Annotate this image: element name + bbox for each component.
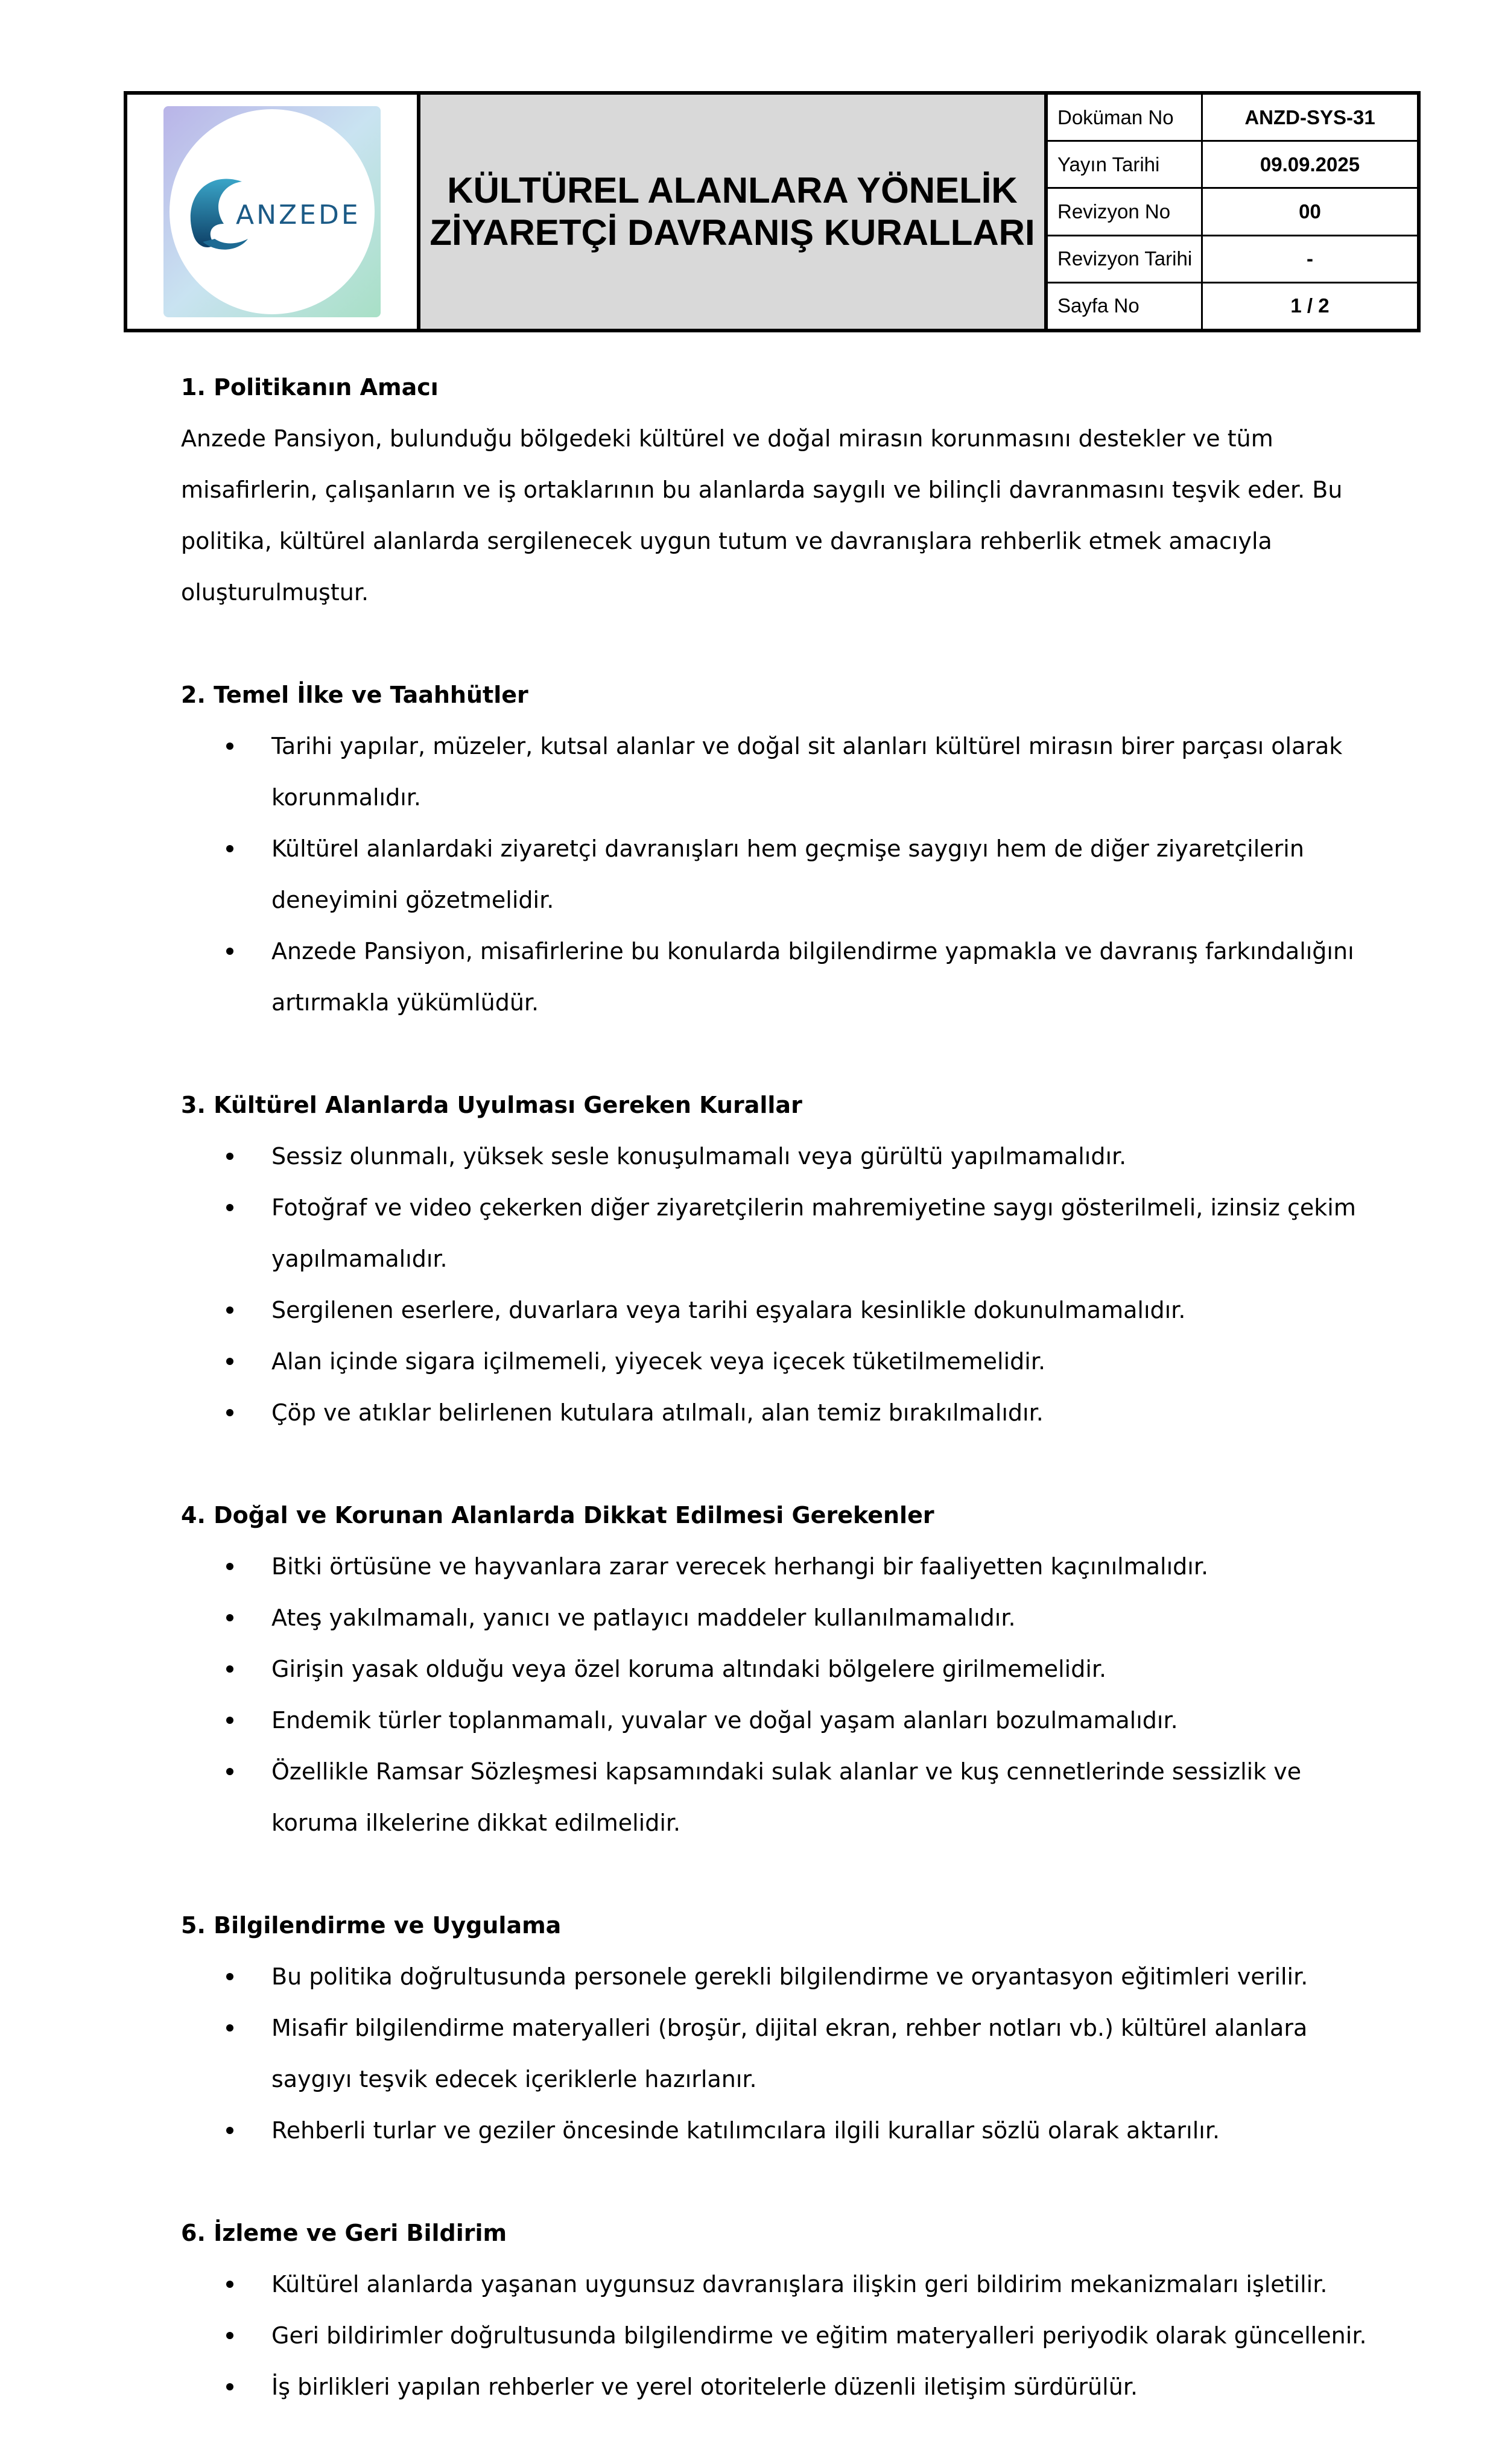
- bullet-icon: [226, 948, 233, 955]
- bullet-list: [181, 2259, 1375, 2413]
- list-item-text: Endemik türler toplanmamalı, yuvalar ve doğal yaşam alanları bozulmamalıdır.: [271, 1707, 1178, 1734]
- list-item-text: Özellikle Ramsar Sözleşmesi kapsamındaki sulak alanlar ve kuş cennetlerinde sessizlik ve koruma ilkelerine dikkat edilmelidir.: [271, 1758, 1302, 1836]
- list-item: [181, 926, 1375, 1028]
- meta-table: [1048, 95, 1417, 329]
- bullet-icon: [226, 1563, 233, 1570]
- meta-value: -: [1307, 247, 1313, 270]
- list-item: [181, 1131, 1375, 1182]
- list-item-text: Tarihi yapılar, müzeler, kutsal alanlar ve doğal sit alanları kültürel mirasın birer parçası olarak korunmalıdır.: [271, 733, 1343, 811]
- list-item: [181, 1746, 1375, 1849]
- document-body: [181, 362, 1375, 2464]
- bullet-icon: [226, 1665, 233, 1673]
- list-item: [181, 2105, 1375, 2156]
- list-item-text: Kültürel alanlardaki ziyaretçi davranışları hem geçmişe saygıyı hem de diğer ziyaretçilerin deneyimini gözetmelidir.: [271, 835, 1304, 913]
- list-item-text: Bitki örtüsüne ve hayvanlara zarar verecek herhangi bir faaliyetten kaçınılmalıdır.: [271, 1553, 1209, 1580]
- meta-row-revision-date: [1048, 236, 1417, 283]
- bullet-icon: [226, 2127, 233, 2134]
- meta-value: 1 / 2: [1290, 294, 1330, 317]
- meta-value: ANZD-SYS-31: [1244, 106, 1375, 128]
- list-item: [181, 1541, 1375, 1592]
- meta-label: Revizyon Tarihi: [1048, 236, 1203, 282]
- section-title: 5. Bilgilendirme ve Uygulama: [181, 1912, 562, 1939]
- list-item: [181, 1592, 1375, 1644]
- meta-label: Revizyon No: [1048, 189, 1203, 234]
- meta-row-document-no: [1048, 95, 1417, 142]
- section-title: 3. Kültürel Alanlarda Uyulması Gereken Kurallar: [181, 1092, 802, 1118]
- section-principles: [181, 670, 1375, 1028]
- list-item: [181, 2259, 1375, 2310]
- list-item: [181, 2361, 1375, 2413]
- list-item: [181, 2003, 1375, 2105]
- list-item: [181, 1336, 1375, 1387]
- list-item-text: Sergilenen eserlere, duvarlara veya tarihi eşyalara kesinlikle dokunulmamalıdır.: [271, 1297, 1186, 1323]
- list-item-text: Çöp ve atıklar belirlenen kutulara atılmalı, alan temiz bırakılmalıdır.: [271, 1399, 1044, 1426]
- bullet-icon: [226, 845, 233, 852]
- bullet-icon: [226, 1204, 233, 1211]
- section-paragraph: Anzede Pansiyon, bulunduğu bölgedeki kültürel ve doğal mirasın korunmasını destekler ve tüm misafirlerin, çalışanların ve iş ortaklarının bu alanlarda saygılı ve bilinçli davranmasını teşvik eder. Bu politika, kültürel alanlarda sergilenecek uygun tutum ve davranışlara rehberlik etmek amacıyla oluşturulmuştur.: [181, 425, 1343, 606]
- list-item: [181, 721, 1375, 823]
- list-item-text: Misafir bilgilendirme materyalleri (broşür, dijital ekran, rehber notları vb.) kültürel alanlara saygıyı teşvik edecek içeriklerle hazırlanır.: [271, 2015, 1308, 2092]
- bullet-icon: [226, 2024, 233, 2032]
- meta-label: Doküman No: [1048, 95, 1203, 140]
- list-item-text: İş birlikleri yapılan rehberler ve yerel otoritelerle düzenli iletişim sürdürülür.: [271, 2374, 1138, 2400]
- list-item-text: Kültürel alanlarda yaşanan uygunsuz davranışlara ilişkin geri bildirim mekanizmaları işletilir.: [271, 2271, 1328, 2298]
- bullet-list: [181, 1951, 1375, 2156]
- section-title: 4. Doğal ve Korunan Alanlarda Dikkat Edilmesi Gerekenler: [181, 1502, 934, 1528]
- list-item-text: Ateş yakılmamalı, yanıcı ve patlayıcı maddeler kullanılmamalıdır.: [271, 1604, 1016, 1631]
- list-item: [181, 1644, 1375, 1695]
- bullet-icon: [226, 2281, 233, 2288]
- bullet-icon: [226, 2332, 233, 2339]
- list-item: [181, 1182, 1375, 1285]
- section-information: [181, 1900, 1375, 2156]
- section-monitoring: [181, 2208, 1375, 2413]
- logo-text: ANZEDE: [236, 200, 361, 230]
- bullet-icon: [226, 1153, 233, 1160]
- section-natural-areas: [181, 1490, 1375, 1849]
- list-item-text: Sessiz olunmalı, yüksek sesle konuşulmamalı veya gürültü yapılmamalıdır.: [271, 1143, 1127, 1170]
- list-item: [181, 1695, 1375, 1746]
- list-item: [181, 1285, 1375, 1336]
- meta-row-revision-no: [1048, 189, 1417, 236]
- section-purpose: [181, 362, 1375, 618]
- logo-cell: [127, 95, 420, 329]
- list-item-text: Geri bildirimler doğrultusunda bilgilendirme ve eğitim materyalleri periyodik olarak güncellenir.: [271, 2322, 1367, 2349]
- bullet-icon: [226, 2383, 233, 2390]
- meta-row-publish-date: [1048, 142, 1417, 189]
- bullet-icon: [226, 1409, 233, 1416]
- bullet-icon: [226, 1614, 233, 1621]
- bullet-icon: [226, 743, 233, 750]
- list-item: [181, 1387, 1375, 1439]
- list-item-text: Girişin yasak olduğu veya özel koruma altındaki bölgelere girilmemelidir.: [271, 1656, 1107, 1682]
- meta-row-page-no: [1048, 283, 1417, 329]
- list-item-text: Rehberli turlar ve geziler öncesinde katılımcılara ilgili kurallar sözlü olarak aktarılır.: [271, 2117, 1220, 2144]
- title-line-1: KÜLTÜREL ALANLARA YÖNELİK: [447, 170, 1018, 211]
- bullet-list: [181, 1541, 1375, 1849]
- meta-value: 09.09.2025: [1260, 153, 1360, 176]
- list-item-text: Fotoğraf ve video çekerken diğer ziyaretçilerin mahremiyetine saygı gösterilmeli, izinsiz çekim yapılmamalıdır.: [271, 1194, 1356, 1272]
- section-title: 2. Temel İlke ve Taahhütler: [181, 682, 528, 708]
- title-line-2: ZİYARETÇİ DAVRANIŞ KURALLARI: [429, 212, 1035, 253]
- meta-label: Yayın Tarihi: [1048, 142, 1203, 187]
- bullet-icon: [226, 1358, 233, 1365]
- list-item-text: Anzede Pansiyon, misafirlerine bu konularda bilgilendirme yapmakla ve davranış farkındalığını artırmakla yükümlüdür.: [271, 938, 1354, 1016]
- meta-label: Sayfa No: [1048, 283, 1203, 329]
- company-logo: [157, 103, 387, 320]
- bullet-list: [181, 1131, 1375, 1439]
- bullet-icon: [226, 1306, 233, 1314]
- list-item: [181, 2310, 1375, 2361]
- document-title: [420, 95, 1048, 329]
- meta-value: 00: [1299, 200, 1321, 223]
- section-title: 6. İzleme ve Geri Bildirim: [181, 2220, 507, 2246]
- section-title: 1. Politikanın Amacı: [181, 374, 439, 401]
- list-item-text: Bu politika doğrultusunda personele gerekli bilgilendirme ve oryantasyon eğitimleri verilir.: [271, 1963, 1308, 1990]
- section-cultural-rules: [181, 1080, 1375, 1439]
- document-header: [124, 91, 1421, 332]
- list-item: [181, 1951, 1375, 2003]
- bullet-list: [181, 721, 1375, 1028]
- list-item-text: Alan içinde sigara içilmemeli, yiyecek veya içecek tüketilmemelidir.: [271, 1348, 1046, 1375]
- bullet-icon: [226, 1973, 233, 1980]
- bullet-icon: [226, 1768, 233, 1775]
- bullet-icon: [226, 1717, 233, 1724]
- list-item: [181, 823, 1375, 926]
